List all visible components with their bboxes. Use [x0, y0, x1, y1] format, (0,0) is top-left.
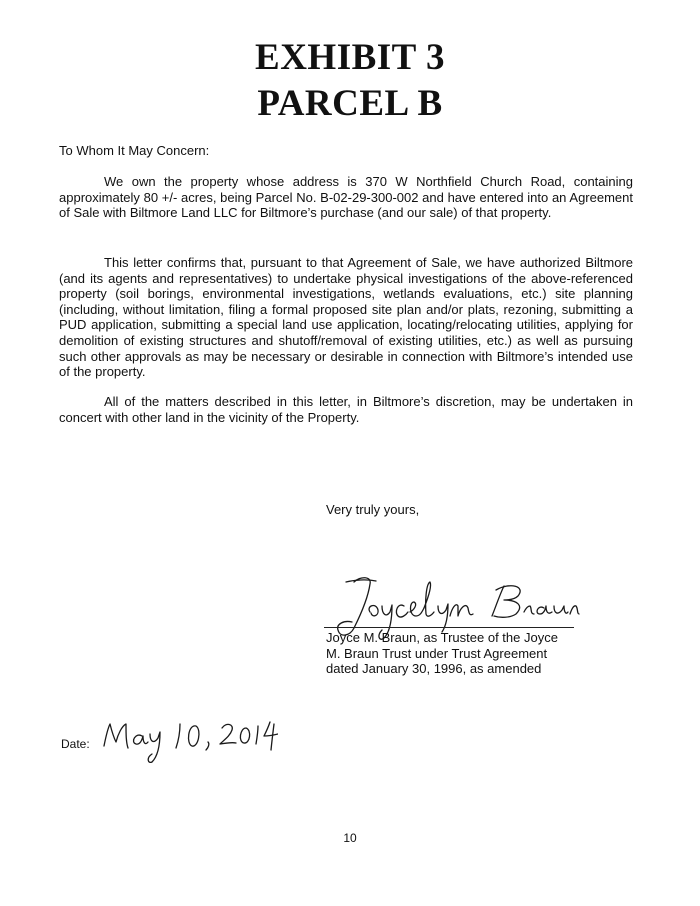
signatory-block — [326, 630, 558, 677]
signatory-line-2: M. Braun Trust under Trust Agreement — [326, 645, 548, 661]
closing: Very truly yours, — [326, 502, 420, 517]
signature-line — [324, 627, 574, 628]
signatory-line-1: Joyce M. Braun, as Trustee of the Joyce — [326, 630, 558, 645]
date-label: Date: — [61, 737, 90, 751]
exhibit-title: EXHIBIT 3 — [255, 37, 445, 78]
handwritten-date — [98, 716, 278, 766]
paragraph-authorization: This letter confirms that, pursuant to that Agreement of Sale, we have authorized Biltmore (and its agents and representatives) to undertake physical investigations of the above-referenced property (soil borings, environmental investigations, wetlands evaluations, etc.) site planning (including, without limitation, filing a formal proposed site plan and/or plats, rezoning, submitting a PUD application, submitting a special land use application, locating/relocating utilities, applying for demolition of existing structures and shutoff/removal of existing utilities, etc.) as well as pursuing such other approvals as may be necessary or desirable in connection with Biltmore’s intended use of the property. — [59, 255, 633, 380]
parcel-title: PARCEL B — [257, 83, 443, 124]
page-number: 10 — [343, 831, 357, 845]
signatory-line-3: dated January 30, 1996, as amended — [326, 661, 542, 676]
paragraph-discretion: All of the matters described in this letter, in Biltmore’s discretion, may be undertaken in concert with other land in the vicinity of the Property. — [59, 394, 633, 425]
salutation: To Whom It May Concern: — [59, 143, 210, 158]
paragraph-ownership: We own the property whose address is 370 W Northfield Church Road, containing approximately 80 +/- acres, being Parcel No. B-02-29-300-002 and have entered into an Agreement of Sale with Biltmore Land LLC for Biltmore’s purchase (and our sale) of that property. — [59, 174, 633, 221]
